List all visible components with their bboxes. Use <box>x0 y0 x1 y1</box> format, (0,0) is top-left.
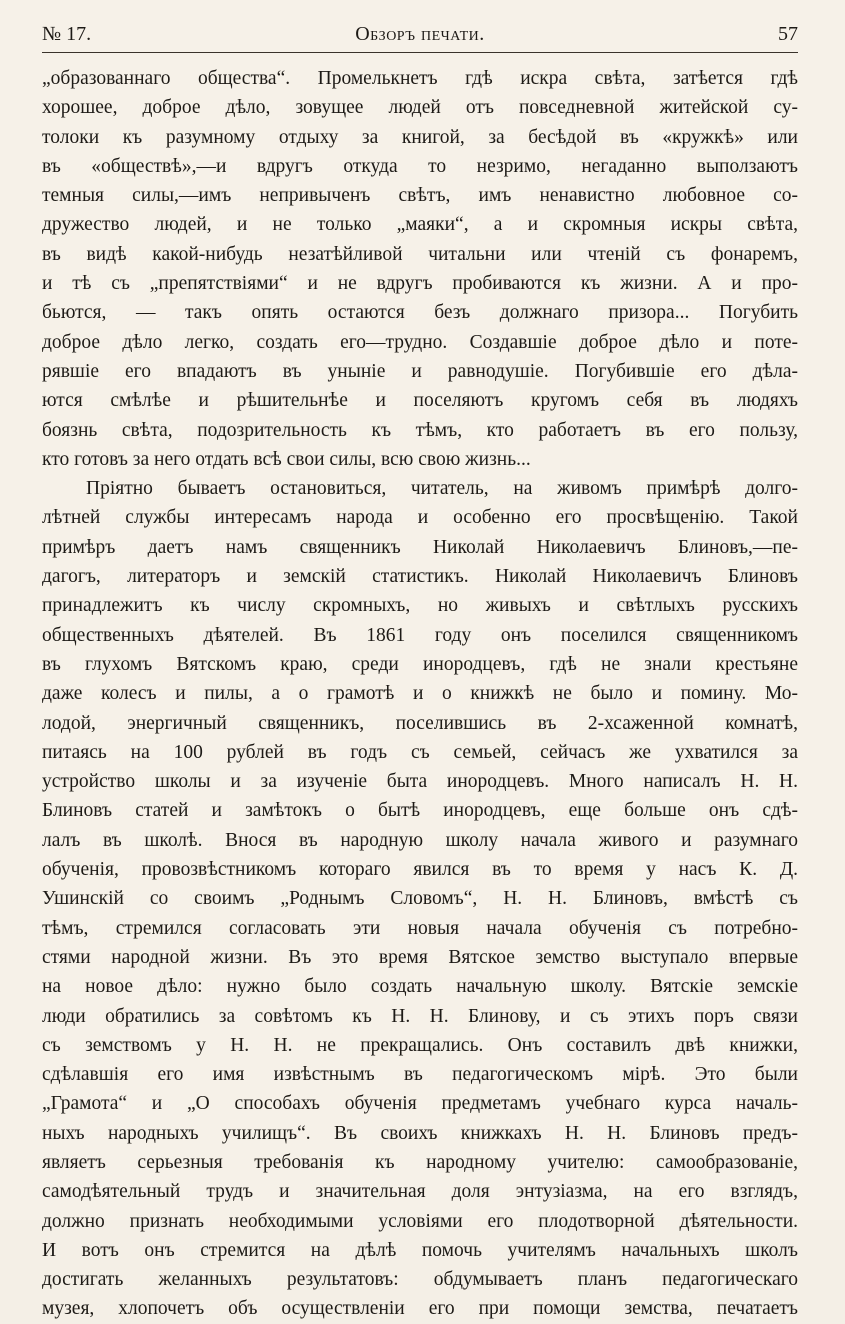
text-line: „образованнаго общества“. Промелькнетъ гдѣ искра свѣта, затѣется гдѣ <box>42 68 798 89</box>
text-line: Блиновъ статей и замѣтокъ о бытѣ инородцевъ, еще больше онъ сдѣ- <box>42 800 798 822</box>
text-line: музея, хлопочетъ объ осуществленіи его при помощи земства, печатаетъ <box>42 1298 798 1320</box>
text-line: являетъ серьезныя требованія къ народному учителю: самообразованіе, <box>42 1151 798 1173</box>
issue-number: № 17. <box>42 23 92 45</box>
text-line: темныя силы,—имъ непривыченъ свѣтъ, имъ ненавистно любовное со- <box>42 185 798 207</box>
text-line: толоки къ разумному отдыху за книгой, за бесѣдой въ «кружкѣ» или <box>42 126 798 148</box>
text-line: устройство школы и за изученіе быта инородцевъ. Много написалъ Н. Н. <box>42 771 798 793</box>
body-text <box>42 64 798 1324</box>
header-rule <box>42 52 798 53</box>
text-line: и тѣ съ „препятствіями“ и не вдругъ пробиваются къ жизни. А и про- <box>42 273 798 295</box>
text-line: стями народной жизни. Въ это время Вятское земство выступало впервые <box>42 946 798 968</box>
text-line: на новое дѣло: нужно было создать начальную школу. Вятскіе земскіе <box>42 976 798 998</box>
text-line: въ видѣ какой-нибудь незатѣйливой читальни или чтеній съ фонаремъ, <box>42 243 798 265</box>
text-line: обученія, провозвѣстникомъ котораго явился въ то время у насъ К. Д. <box>42 859 798 881</box>
text-line: лѣтней службы интересамъ народа и особенно его просвѣщенію. Такой <box>42 507 798 529</box>
text-line: должно признать необходимыми условіями его плодотворной дѣятельности. <box>42 1210 798 1232</box>
text-line: принадлежитъ къ числу скромныхъ, но живыхъ и свѣтлыхъ русскихъ <box>42 595 798 617</box>
text-line: сдѣлавшія его имя извѣстнымъ въ педагогическомъ мірѣ. Это были <box>42 1064 798 1086</box>
text-line: дагогъ, литераторъ и земскій статистикъ. Николай Николаевичъ Блиновъ <box>42 566 798 588</box>
text-line: въ глухомъ Вятскомъ краю, среди инородцевъ, гдѣ не знали крестьяне <box>42 653 798 675</box>
text-line: кто готовъ за него отдать всѣ свои силы, всю свою жизнь... <box>42 448 531 470</box>
text-line: даже колесъ и пилы, а о грамотѣ и о книжкѣ не было и помину. Мо- <box>42 683 798 705</box>
text-line: достигать желанныхъ результатовъ: обдумываетъ планъ педагогическаго <box>42 1269 798 1291</box>
text-line: бьются, — такъ опять остаются безъ должнаго призора... Погубить <box>42 302 798 324</box>
text-line: лодой, энергичный священникъ, поселившись въ 2-хсаженной комнатѣ, <box>42 712 798 734</box>
text-line: боязнь свѣта, подозрительность къ тѣмъ, кто работаетъ въ его пользу, <box>42 419 798 441</box>
text-line: въ «обществѣ»,—и вдругъ откуда то незримо, негаданно выползаютъ <box>42 155 798 177</box>
text-line: примѣръ даетъ намъ священникъ Николай Николаевичъ Блиновъ,—пе- <box>42 536 798 558</box>
text-line: ныхъ народныхъ училищъ“. Въ своихъ книжкахъ Н. Н. Блиновъ предъ- <box>42 1122 798 1144</box>
text-line: И вотъ онъ стремится на дѣлѣ помочь учителямъ начальныхъ школъ <box>42 1239 798 1261</box>
running-header <box>42 18 798 50</box>
text-line: общественныхъ дѣятелей. Въ 1861 году онъ поселился священникомъ <box>42 624 798 646</box>
text-line: Пріятно бываетъ остановиться, читатель, на живомъ примѣрѣ долго- <box>86 478 798 500</box>
text-line: тѣмъ, стремился согласовать эти новыя начала обученія съ потребно- <box>42 917 798 939</box>
text-line: питаясь на 100 рублей въ годъ съ семьей, сейчасъ же ухватился за <box>42 741 798 763</box>
page-number: 57 <box>778 23 798 45</box>
text-line: ются смѣлѣе и рѣшительнѣе и поселяютъ кругомъ себя въ людяхъ <box>42 390 798 412</box>
text-line: „Грамота“ и „О способахъ обученія предметамъ учебнаго курса началь- <box>42 1093 798 1115</box>
text-line: дружество людей, и не только „маяки“, а и скромныя искры свѣта, <box>42 214 798 236</box>
text-line: доброе дѣло легко, создать его—трудно. Создавшіе доброе дѣло и поте- <box>42 331 798 353</box>
text-line: Ушинскій со своимъ „Роднымъ Словомъ“, Н. Н. Блиновъ, вмѣстѣ съ <box>42 888 798 910</box>
text-line: съ земствомъ у Н. Н. не прекращались. Онъ составилъ двѣ книжки, <box>42 1034 798 1056</box>
running-title: Обзоръ печати. <box>355 23 485 45</box>
text-line: лалъ въ школѣ. Внося въ народную школу начала живого и разумнаго <box>42 829 798 851</box>
text-line: люди обратились за совѣтомъ къ Н. Н. Блинову, и съ этихъ поръ связи <box>42 1005 798 1027</box>
text-line: хорошее, доброе дѣло, зовущее людей отъ повседневной житейской су- <box>42 97 798 119</box>
text-line: рявшіе его впадаютъ въ уныніе и равнодушіе. Погубившіе его дѣла- <box>42 360 798 382</box>
text-line: самодѣятельный трудъ и значительная доля энтузіазма, на его взглядъ, <box>42 1181 798 1203</box>
